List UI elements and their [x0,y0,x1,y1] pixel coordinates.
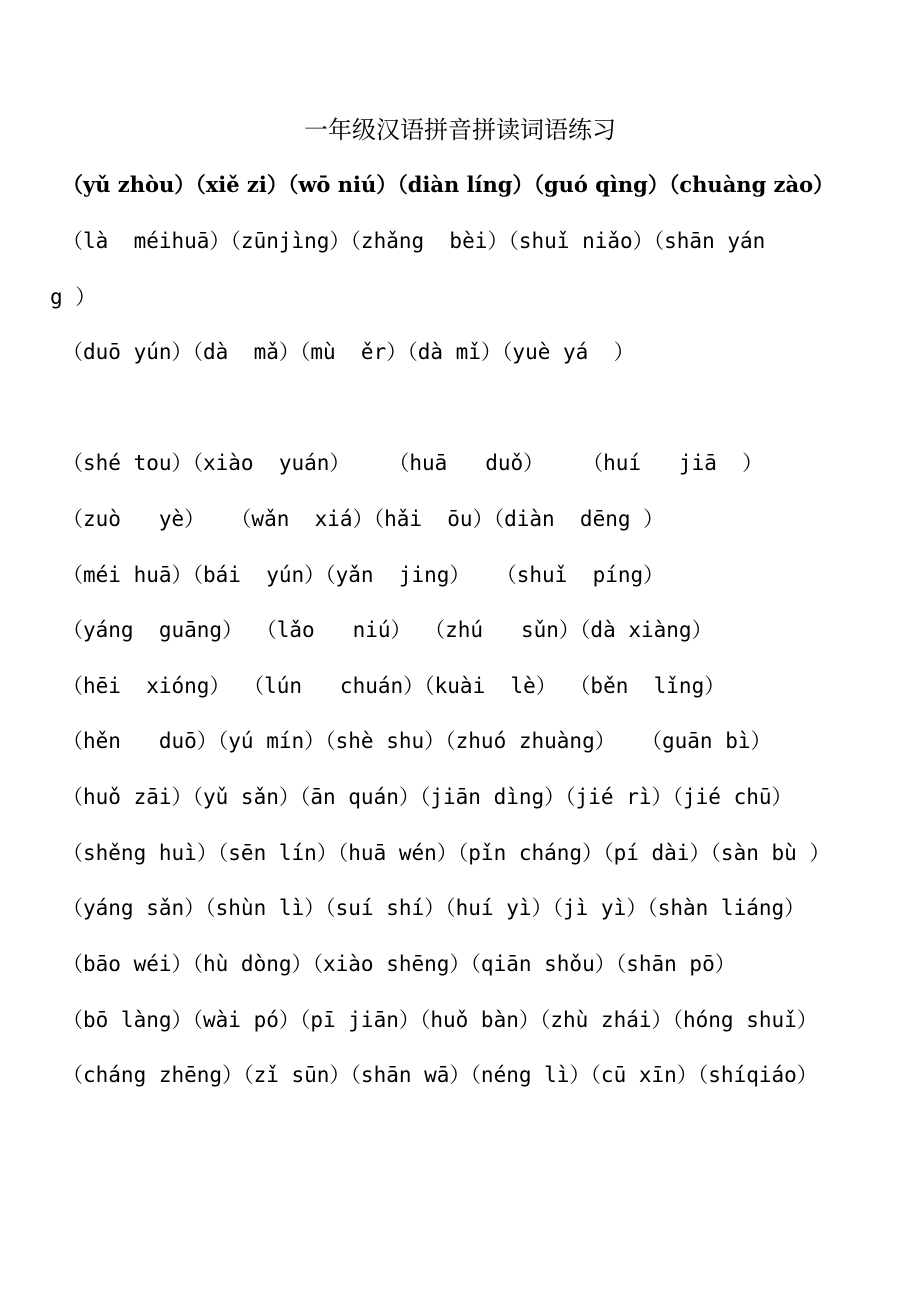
pinyin-line-8: （hēi xióng） （lún chuán）（kuài lè） （běn lǐng） [62,674,726,698]
pinyin-line-11: （shěng huì）（sēn lín）（huā wén）（pǐn cháng）（pí dài）（sàn bù ） [62,841,831,865]
pinyin-line-4: （shé tou）（xiào yuán） （huā duǒ） （huí jiā ） [62,451,764,475]
pinyin-line-12: （yáng sǎn）（shùn lì）（suí shí）（huí yì）（jì yì）（shàn liáng） [62,896,806,920]
pinyin-line-7: （yáng guāng） （lǎo niú） （zhú sǔn）（dà xiàng） [62,618,713,642]
pinyin-line-3: （duō yún）（dà mǎ）（mù ěr）（dà mǐ）（yuè yá ） [62,340,635,364]
pinyin-line-10: （huǒ zāi）（yǔ sǎn）（ān quán）（jiān dìng）（jié rì）（jié chū） [62,785,793,809]
pinyin-line-9: （hěn duō）（yú mín）（shè shu）（zhuó zhuàng） （guān bì） [62,729,772,753]
pinyin-line-6: （méi huā）（bái yún）（yǎn jing） （shuǐ píng） [62,563,665,587]
pinyin-line-2-wrap: g ） [50,285,97,309]
pinyin-line-13: （bāo wéi）（hù dòng）（xiào shēng）（qiān shǒu）（shān pō） [62,952,736,976]
pinyin-line-14: （bō làng）（wài pó）（pī jiān）（huǒ bàn）（zhù zhái）（hóng shuǐ） [62,1008,818,1032]
pinyin-line-2: （là méihuā）（zūnjìng）（zhǎng bèi）（shuǐ niǎo）（shān yán [62,229,766,253]
pinyin-line-5: （zuò yè） （wǎn xiá）（hǎi ōu）（diàn dēng ） [62,507,665,531]
pinyin-line-15: （cháng zhēng）（zǐ sūn）（shān wā）（néng lì）（cū xīn）（shíqiáo） [62,1063,818,1087]
pinyin-line-1: （yǔ zhòu）（xiě zi）（wō niú）（diàn líng）（guó qìng）（chuàng zào） [62,172,835,197]
page-title: 一年级汉语拼音拼读词语练习 [304,116,616,144]
